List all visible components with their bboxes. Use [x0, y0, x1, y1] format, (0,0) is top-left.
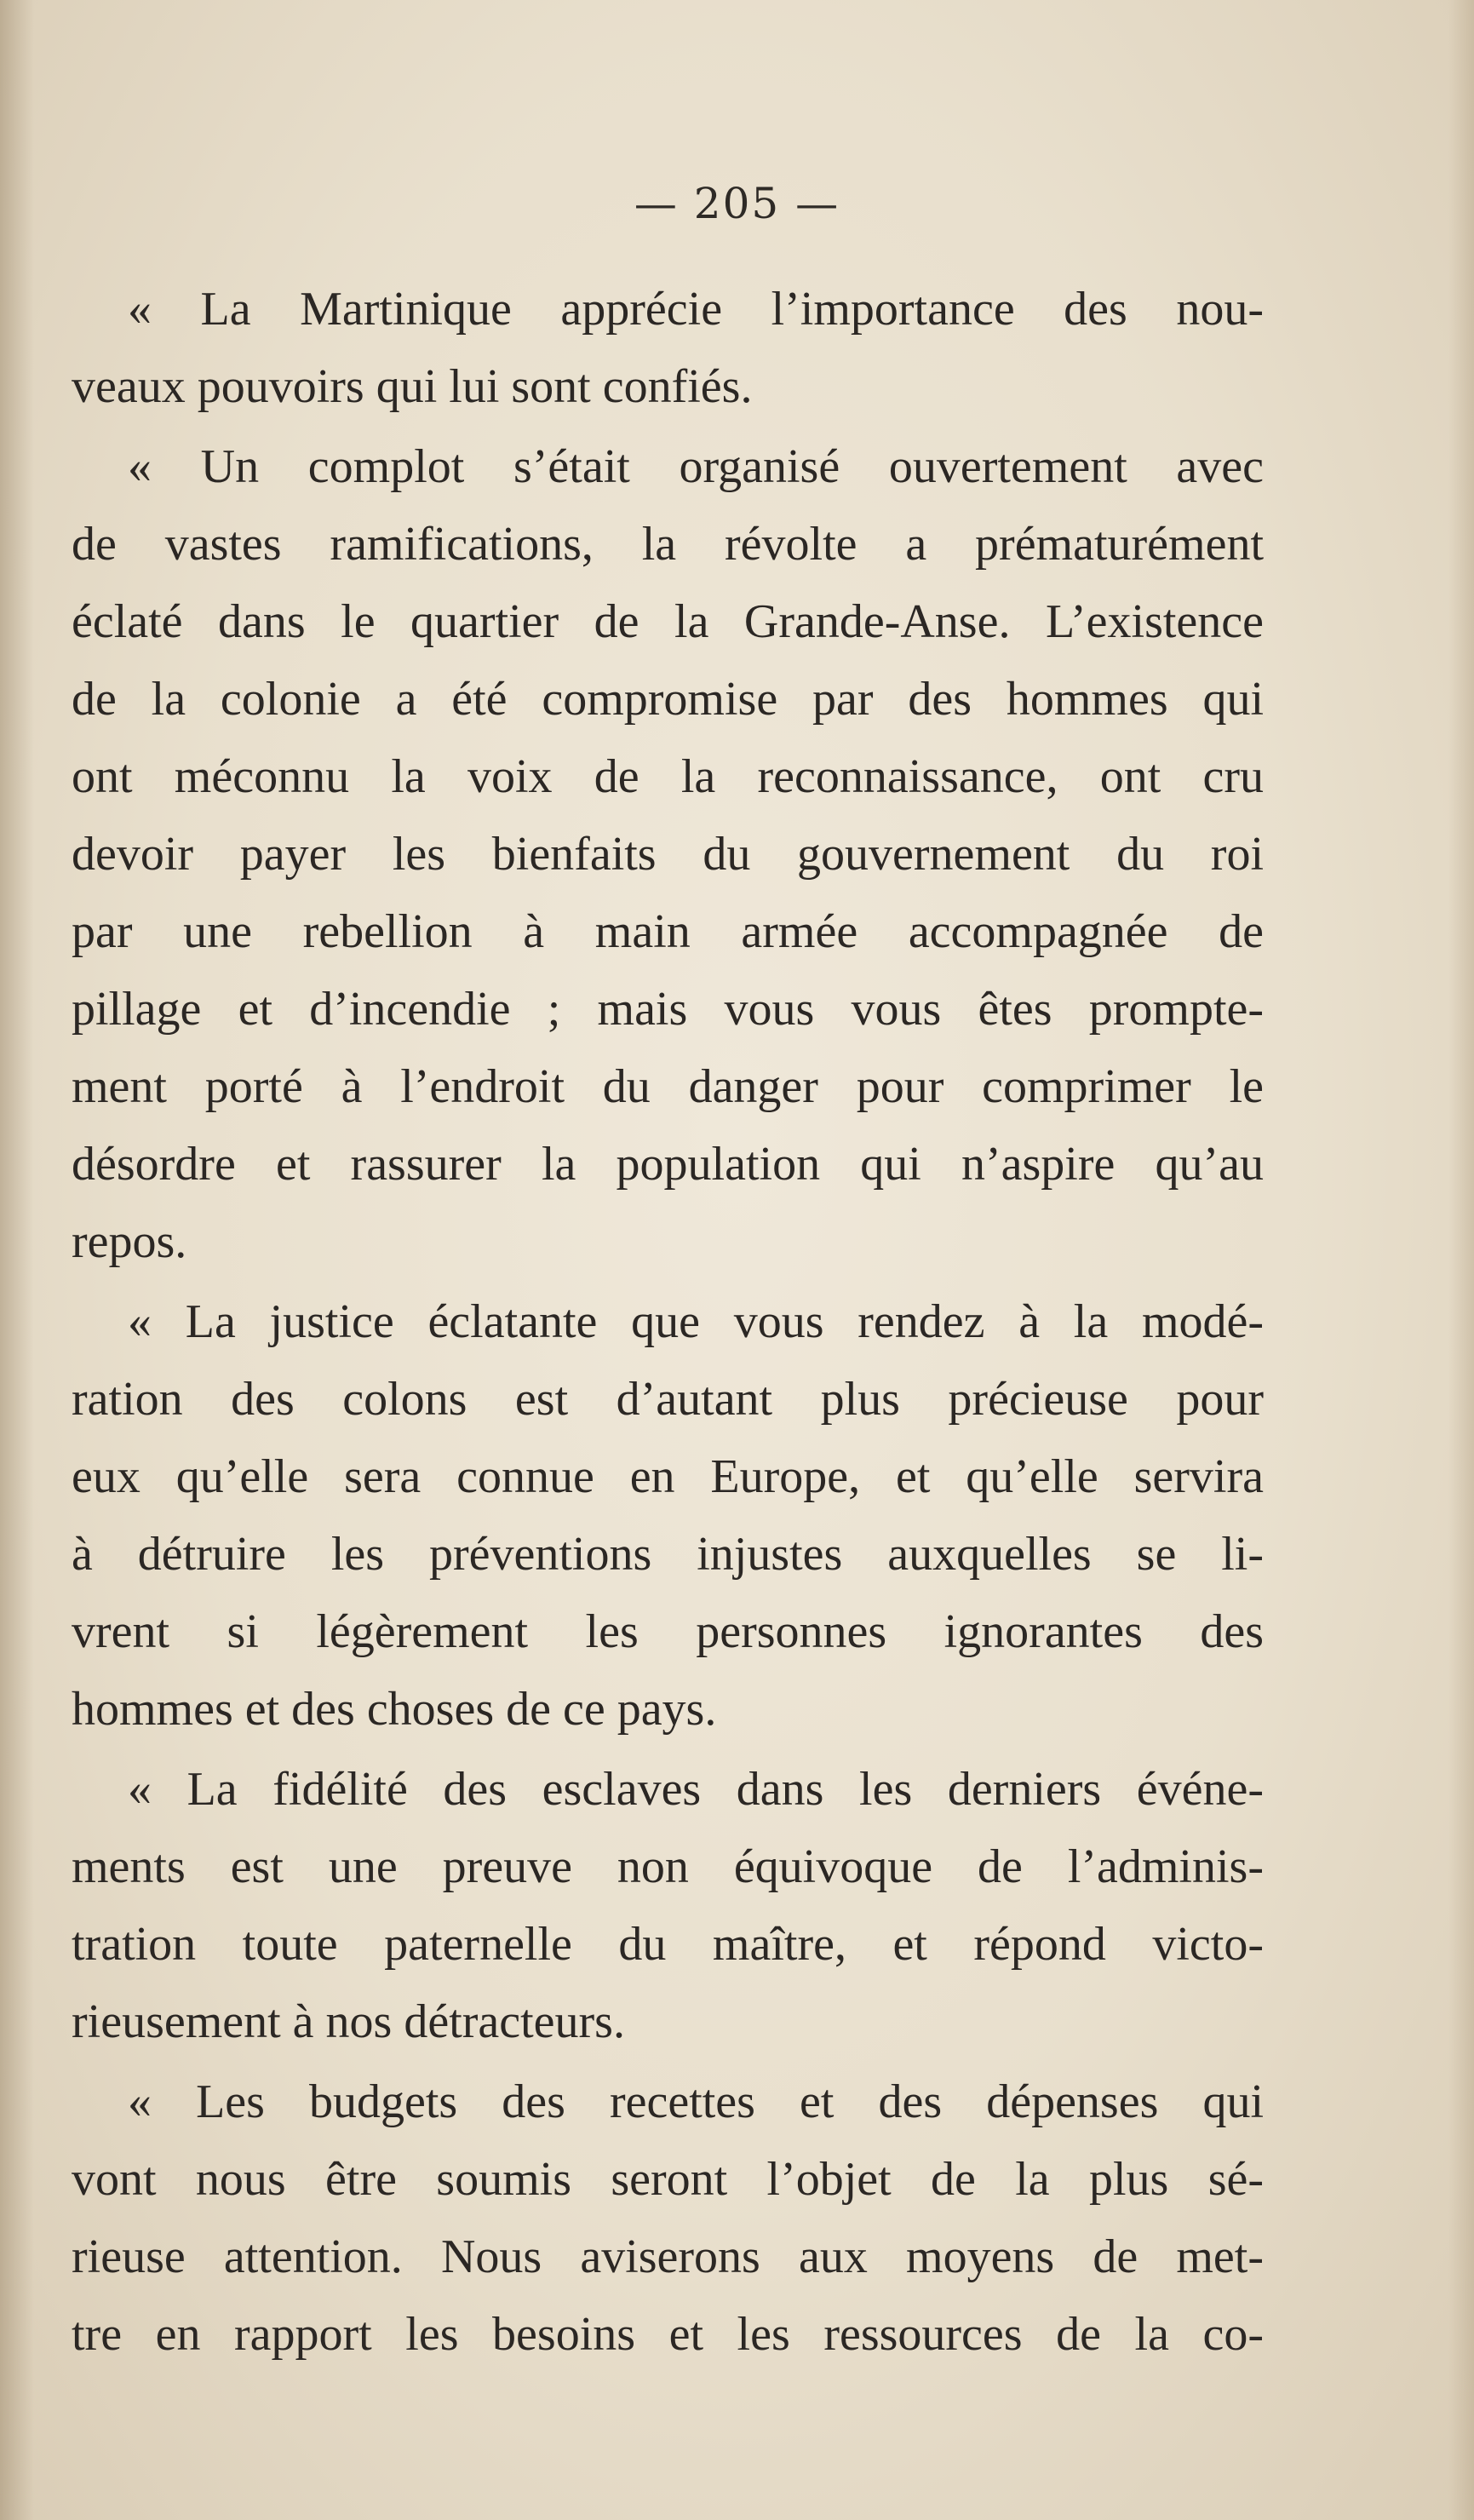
- text-line: ration des colons est d’autant plus précieuse pour: [72, 1373, 1264, 1426]
- text-line: à détruire les préventions injustes auxquelles se li-: [72, 1528, 1264, 1581]
- text-line: vrent si légèrement les personnes ignorantes des: [72, 1605, 1264, 1658]
- text-line: hommes et des choses de ce pays.: [72, 1683, 717, 1736]
- text-line: pillage et d’incendie ; mais vous vous êtes prompte-: [72, 983, 1264, 1036]
- text-line: ment porté à l’endroit du danger pour comprimer le: [72, 1060, 1264, 1113]
- text-line: rieuse attention. Nous aviserons aux moyens de met-: [72, 2230, 1264, 2283]
- paragraph: [72, 271, 1264, 426]
- text-line: tration toute paternelle du maître, et répond victo-: [72, 1918, 1264, 1971]
- text-line: « La justice éclatante que vous rendez à la modé-: [128, 1295, 1264, 1348]
- text-line: ments est une preuve non équivoque de l’adminis-: [72, 1840, 1264, 1893]
- text-line: désordre et rassurer la population qui n’aspire qu’au: [72, 1138, 1264, 1191]
- text-line: « La Martinique apprécie l’importance des nou-: [128, 283, 1264, 336]
- text-line: « Un complot s’était organisé ouvertement avec: [128, 440, 1264, 493]
- text-line: vont nous être soumis seront l’objet de la plus sé-: [72, 2153, 1264, 2206]
- text-line: de la colonie a été compromise par des hommes qui: [72, 673, 1264, 726]
- body-text: [72, 271, 1264, 2375]
- text-line: devoir payer les bienfaits du gouvernement du roi: [72, 828, 1264, 881]
- text-line: veaux pouvoirs qui lui sont confiés.: [72, 360, 753, 413]
- text-line: tre en rapport les besoins et les ressources de la co-: [72, 2308, 1264, 2361]
- paragraph: [72, 1283, 1264, 1748]
- text-line: éclaté dans le quartier de la Grande-Anse. L’existence: [72, 595, 1264, 648]
- text-line: eux qu’elle sera connue en Europe, et qu’elle servira: [72, 1450, 1264, 1503]
- page-edge-shadow-right: [1448, 0, 1474, 2520]
- text-line: repos.: [72, 1215, 187, 1268]
- page-edge-shadow-left: [0, 0, 34, 2520]
- text-line: rieusement à nos détracteurs.: [72, 1995, 625, 2048]
- paragraph: [72, 2064, 1264, 2374]
- text-line: « Les budgets des recettes et des dépenses qui: [128, 2075, 1264, 2128]
- paragraph: [72, 1751, 1264, 2061]
- text-line: par une rebellion à main armée accompagnée de: [72, 905, 1264, 958]
- text-line: ont méconnu la voix de la reconnaissance, ont cru: [72, 750, 1264, 803]
- text-line: « La fidélité des esclaves dans les derniers événe-: [128, 1763, 1264, 1816]
- paragraph: [72, 428, 1264, 1281]
- text-line: de vastes ramifications, la révolte a prématurément: [72, 518, 1264, 571]
- page-number: — 205 —: [634, 179, 840, 228]
